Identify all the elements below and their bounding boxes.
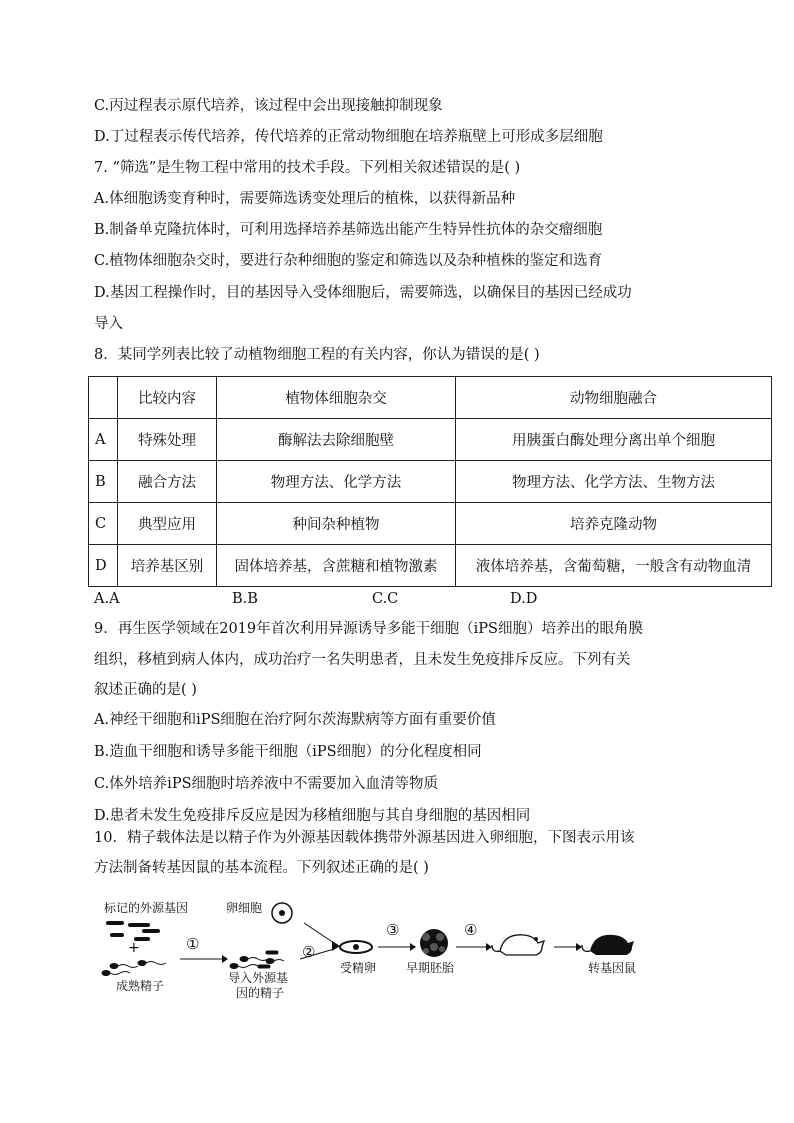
label-fertilized-egg: 受精卵 (340, 961, 377, 975)
q9-option-b: B.造血干细胞和诱导多能干细胞（iPS细胞）的分化程度相同 (94, 744, 482, 760)
q7-option-a: A.体细胞诱变育种时，需要筛选诱变处理后的植株，以获得新品种 (94, 191, 516, 207)
table-cell: 种间杂种植物 (217, 503, 456, 545)
q10-stem-1: 10．精子载体法是以精子作为外源基因载体携带外源基因进入卵细胞，下图表示用该 (94, 830, 635, 846)
table-cell: 比较内容 (118, 377, 217, 419)
table-cell: 酶解法去除细胞壁 (217, 419, 456, 461)
table-cell: 动物细胞融合 (456, 377, 772, 419)
table-cell (89, 377, 118, 419)
table-cell: B (89, 461, 118, 503)
q9-option-c: C.体外培养iPS细胞时培养液中不需要加入血清等物质 (94, 776, 439, 792)
exogenous-gene-bars-icon (106, 921, 160, 941)
label-plus: + (128, 940, 140, 956)
q8-option-a: A.A (94, 591, 120, 607)
label-sperm-with-gene-1: 导入外源基 (228, 971, 289, 985)
label-sperm-with-gene-2: 因的精子 (236, 986, 285, 1000)
q10-stem-2: 方法制备转基因鼠的基本流程。下列叙述正确的是( ) (94, 860, 429, 876)
transgenic-mouse-icon (582, 935, 634, 955)
comparison-table (88, 376, 772, 587)
step-4-label: ④ (464, 921, 478, 939)
table-cell: 植物体细胞杂交 (217, 377, 456, 419)
surrogate-mouse-icon (492, 935, 544, 955)
q8-option-d: D.D (510, 591, 538, 607)
q8-option-c: C.C (372, 591, 399, 607)
table-cell: 用胰蛋白酶处理分离出单个细胞 (456, 419, 772, 461)
table-cell: 培养克隆动物 (456, 503, 772, 545)
table-cell: 物理方法、化学方法 (217, 461, 456, 503)
transgenic-mouse-flow-diagram (94, 893, 654, 1003)
table-cell: C (89, 503, 118, 545)
table-cell: 培养基区别 (118, 545, 217, 587)
q7-option-b: B.制备单克隆抗体时，可利用选择培养基筛选出能产生特异性抗体的杂交瘤细胞 (94, 222, 603, 238)
egg-cell-icon (272, 903, 292, 923)
table-row (89, 503, 772, 545)
table-cell: 物理方法、化学方法、生物方法 (456, 461, 772, 503)
step-2-label: ② (302, 943, 316, 961)
label-exogenous-gene: 标记的外源基因 (104, 901, 189, 915)
label-mature-sperm: 成熟精子 (116, 979, 165, 993)
q8-option-b: B.B (232, 591, 258, 607)
table-row (89, 419, 772, 461)
table-cell: A (89, 419, 118, 461)
q9-option-a: A.神经干细胞和iPS细胞在治疗阿尔茨海默病等方面有重要价值 (94, 712, 496, 728)
q8-stem: 8．某同学列表比较了动植物细胞工程的有关内容，你认为错误的是( ) (94, 347, 540, 363)
mature-sperm-icon (102, 961, 166, 976)
q7-option-c: C.植物体细胞杂交时，要进行杂种细胞的鉴定和筛选以及杂种植株的鉴定和选育 (94, 253, 603, 269)
table-cell: 典型应用 (118, 503, 217, 545)
label-transgenic-mouse: 转基因鼠 (588, 961, 637, 975)
q7-stem: 7. “筛选”是生物工程中常用的技术手段。下列相关叙述错误的是( ) (94, 160, 521, 176)
q7-option-d: D.基因工程操作时，目的基因导入受体细胞后，需要筛选，以确保目的基因已经成功 (94, 285, 632, 301)
q9-stem-3: 叙述正确的是( ) (94, 682, 197, 698)
step-3-label: ③ (386, 921, 400, 939)
table-row (89, 545, 772, 587)
q9-stem-2: 组织，移植到病人体内，成功治疗一名失明患者，且未发生免疫排斥反应。下列有关 (94, 652, 631, 668)
q7-option-d-cont: 导入 (94, 316, 123, 332)
table-cell: 融合方法 (118, 461, 217, 503)
table-header-row (89, 377, 772, 419)
step-1-label: ① (186, 935, 200, 953)
fertilized-egg-icon (340, 941, 372, 953)
sperm-with-gene-icon (230, 951, 284, 969)
q9-option-d: D.患者未发生免疫排斥反应是因为移植细胞与其自身细胞的基因相同 (94, 808, 531, 824)
table-cell: 固体培养基，含蔗糖和植物激素 (217, 545, 456, 587)
q9-stem-1: 9．再生医学领域在2019年首次利用异源诱导多能干细胞（iPS细胞）培养出的眼角膜 (94, 621, 643, 637)
table-row (89, 461, 772, 503)
table-cell: 液体培养基，含葡萄糖，一般含有动物血清 (456, 545, 772, 587)
label-egg-cell: 卵细胞 (226, 901, 263, 915)
table-cell: 特殊处理 (118, 419, 217, 461)
q6-option-c: C.丙过程表示原代培养，该过程中会出现接触抑制现象 (94, 98, 443, 114)
q6-option-d: D.丁过程表示传代培养，传代培养的正常动物细胞在培养瓶壁上可形成多层细胞 (94, 129, 603, 145)
label-early-embryo: 早期胚胎 (406, 961, 455, 975)
table-cell: D (89, 545, 118, 587)
early-embryo-icon (420, 929, 448, 957)
